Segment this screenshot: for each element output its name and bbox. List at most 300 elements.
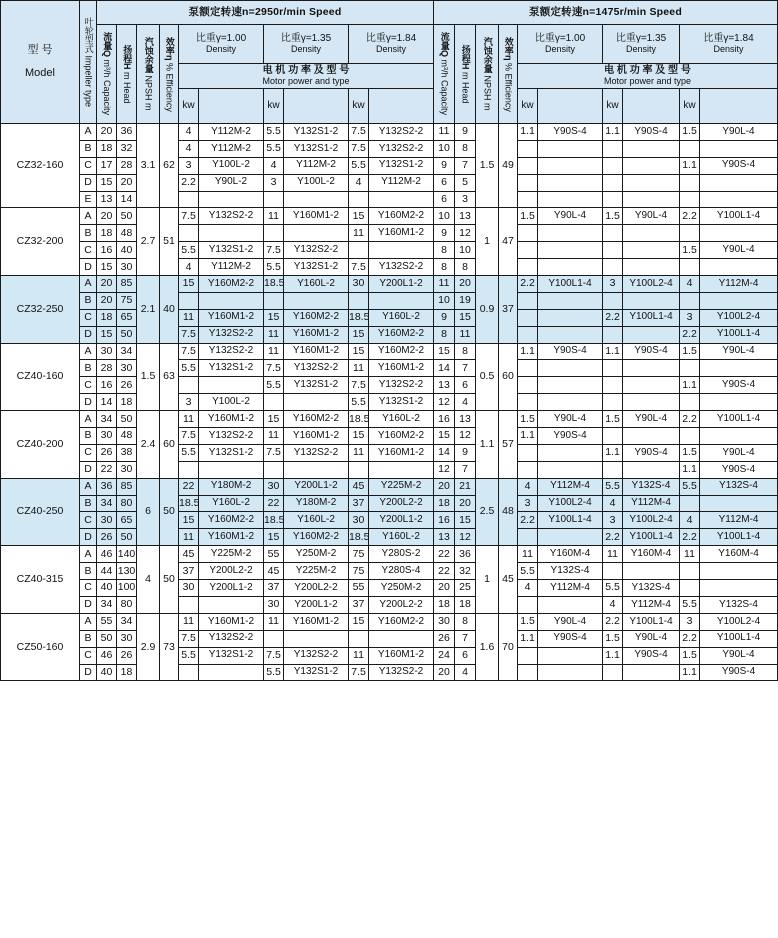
efficiency-cell: 70 [499,613,518,681]
table-row [1,309,778,326]
motor-type-cell: Y132S1-2 [284,377,349,394]
power-kw-cell [603,174,623,191]
power-kw-cell: 1.1 [518,630,538,647]
motor-type-cell: Y100L1-4 [700,630,778,647]
power-kw-cell [680,580,700,597]
motor-type-cell [538,242,603,259]
power-kw-cell [518,140,538,157]
power-kw-cell [680,360,700,377]
power-kw-cell: 5.5 [179,647,199,664]
power-kw-cell: 4 [603,596,623,613]
capacity-cell: 15 [97,174,117,191]
head-cell: 20 [455,276,476,293]
power-kw-cell: 5.5 [518,563,538,580]
density-en: Density [205,43,236,54]
table-row [1,208,778,225]
head-cell: 21 [455,478,476,495]
power-kw-cell: 11 [179,309,199,326]
capacity-cell: 30 [97,512,117,529]
power-kw-cell: 2.2 [518,512,538,529]
efficiency-cell: 63 [160,343,179,411]
power-kw-cell: 11 [603,546,623,563]
capacity-cell: 16 [97,242,117,259]
head-cell: 28 [117,157,137,174]
power-kw-cell [603,225,623,242]
motor-type-cell: Y112M-4 [538,580,603,597]
motor-header-left [179,64,434,89]
power-kw-cell [603,259,623,276]
table-row [1,191,778,208]
eff-cn: 效率η [503,36,514,61]
power-kw-cell [603,377,623,394]
density-en: Density [375,43,406,54]
motor-type-cell: Y132S2-2 [284,242,349,259]
motor-type-cell [538,664,603,681]
capacity-cell: 36 [97,478,117,495]
power-kw-cell: 3 [179,157,199,174]
power-kw-cell [179,596,199,613]
motor-type-cell: Y100L2-4 [623,276,680,293]
table-row [1,664,778,681]
motor-type-cell: Y132S2-2 [199,326,264,343]
head-cell: 15 [455,309,476,326]
power-kw-cell: 1.1 [518,343,538,360]
power-kw-cell [603,461,623,478]
impeller-type-cell: B [80,140,97,157]
capacity-cell: 22 [97,461,117,478]
npsh-cell: 3.1 [137,124,160,208]
power-kw-cell: 18.5 [264,512,284,529]
capacity-cell: 24 [434,647,455,664]
motor-type-cell [538,140,603,157]
motor-type-cell: Y200L1-2 [369,512,434,529]
capacity-cn: 流量Q [439,32,450,58]
capacity-cell: 46 [97,546,117,563]
power-kw-cell [349,461,369,478]
npsh-en: NPSH [143,75,154,101]
impeller-type-cell: C [80,512,97,529]
motor-type-cell: Y160M1-2 [199,309,264,326]
motor-type-cell: Y90L-4 [700,124,778,141]
power-kw-cell [349,191,369,208]
power-kw-cell: 15 [179,512,199,529]
table-row [1,259,778,276]
model-cell: CZ50-160 [1,613,80,681]
motor-type-cell: Y160L-2 [369,309,434,326]
motor-type-cell [284,191,349,208]
motor-type-cell: Y90S-4 [700,377,778,394]
npsh-cell: 1.6 [476,613,499,681]
eff-cn: 效率η [164,36,175,61]
impeller-type-cell: C [80,242,97,259]
npsh-unit: m [482,103,493,111]
power-kw-cell: 1.5 [603,208,623,225]
table-row [1,478,778,495]
motor-type-cell [538,647,603,664]
power-kw-cell: 11 [264,613,284,630]
motor-type-cell: Y132S2-2 [199,343,264,360]
motor-type-cell [700,394,778,411]
power-kw-cell: 5.5 [179,242,199,259]
kw-header: kw [680,89,700,124]
motor-type-cell [700,174,778,191]
motor-type-cell: Y132S-4 [700,478,778,495]
table-row [1,292,778,309]
motor-type-cell [623,326,680,343]
motor-type-header-empty [700,89,778,124]
motor-type-cell: Y160M1-2 [199,529,264,546]
npsh-cell: 2.4 [137,411,160,479]
impeller-type-cell: A [80,124,97,141]
capacity-cell: 16 [434,512,455,529]
table-row [1,276,778,293]
motor-type-cell: Y112M-4 [700,276,778,293]
speed-2950-header: 泵额定转速n=2950r/min Speed [97,1,434,25]
impeller-type-cell: C [80,377,97,394]
power-kw-cell: 2.2 [680,208,700,225]
capacity-cell: 15 [434,428,455,445]
head-unit: m [122,71,133,80]
power-kw-cell: 1.1 [680,377,700,394]
motor-type-cell [199,377,264,394]
capacity-unit: m³/h [439,60,450,78]
power-kw-cell: 2.2 [680,326,700,343]
npsh-cell: 0.9 [476,276,499,344]
head-cell: 15 [455,512,476,529]
power-kw-cell [680,428,700,445]
power-kw-cell: 1.1 [518,124,538,141]
power-kw-cell: 15 [349,613,369,630]
motor-type-cell [284,461,349,478]
motor-type-cell: Y160M2-2 [284,529,349,546]
power-kw-cell: 18.5 [179,495,199,512]
power-kw-cell [518,225,538,242]
capacity-cell: 17 [97,157,117,174]
capacity-cell: 11 [434,124,455,141]
capacity-unit: m³/h [102,60,113,78]
power-kw-cell [680,174,700,191]
eff-unit: % [164,62,175,71]
power-kw-cell: 5.5 [680,596,700,613]
power-kw-cell: 11 [680,546,700,563]
kw-header: kw [179,89,199,124]
table-row [1,140,778,157]
motor-type-cell: Y132S-4 [700,596,778,613]
head-cell: 80 [117,495,137,512]
head-cell: 40 [117,242,137,259]
head-cell: 3 [455,191,476,208]
head-cell: 130 [117,563,137,580]
head-cell: 11 [455,326,476,343]
motor-type-cell: Y132S2-2 [369,140,434,157]
motor-type-cell: Y200L1-2 [199,580,264,597]
capacity-cell: 44 [97,563,117,580]
power-kw-cell: 4 [179,124,199,141]
motor-type-cell [369,292,434,309]
impeller-type-cell: D [80,394,97,411]
head-cell: 48 [117,225,137,242]
power-kw-cell [518,174,538,191]
motor-type-cell: Y160M1-2 [284,208,349,225]
motor-type-cell: Y90L-2 [199,174,264,191]
head-cell: 18 [117,664,137,681]
motor-type-cell: Y90L-4 [700,343,778,360]
head-cn: 扬程H [122,44,133,70]
head-cell: 80 [117,596,137,613]
power-kw-cell [518,309,538,326]
capacity-cell: 20 [97,208,117,225]
power-kw-cell: 45 [349,478,369,495]
model-cell: CZ40-250 [1,478,80,546]
power-kw-cell: 15 [349,343,369,360]
motor-type-cell [538,444,603,461]
density-label: 比重γ=1.35 [615,33,667,45]
motor-type-cell: Y132S2-2 [369,377,434,394]
power-kw-cell [603,326,623,343]
motor-type-cell: Y160M2-2 [284,309,349,326]
efficiency-cell: 51 [160,208,179,276]
motor-type-cell [700,580,778,597]
impeller-type-cell: A [80,276,97,293]
power-kw-cell: 5.5 [264,259,284,276]
power-kw-cell [518,529,538,546]
motor-type-cell [538,191,603,208]
capacity-cell: 14 [434,360,455,377]
efficiency-cell: 48 [499,478,518,546]
motor-type-cell: Y132S2-2 [199,208,264,225]
head-en: Head [460,81,471,104]
impeller-header-cn: 叶轮型式 [83,16,94,53]
motor-type-cell: Y90L-4 [700,242,778,259]
power-kw-cell [603,360,623,377]
power-kw-cell: 4 [179,140,199,157]
kw-header: kw [603,89,623,124]
power-kw-cell: 37 [349,495,369,512]
motor-type-cell: Y160L-2 [369,529,434,546]
motor-type-cell: Y90S-4 [700,461,778,478]
motor-type-cell [623,174,680,191]
motor-type-cell: Y112M-4 [700,512,778,529]
power-kw-cell: 11 [179,411,199,428]
head-cell: 48 [117,428,137,445]
kw-header: kw [518,89,538,124]
motor-type-cell: Y132S2-2 [369,664,434,681]
motor-type-cell: Y132S1-2 [284,664,349,681]
power-kw-cell [518,326,538,343]
motor-type-cell [623,292,680,309]
impeller-type-cell: C [80,444,97,461]
power-kw-cell [603,664,623,681]
motor-type-cell [623,563,680,580]
impeller-type-cell: C [80,647,97,664]
motor-type-cell [538,360,603,377]
head-cell: 9 [455,444,476,461]
motor-type-cell: Y160M2-2 [199,276,264,293]
table-row [1,360,778,377]
head-cell: 65 [117,512,137,529]
capacity-cell: 10 [434,140,455,157]
head-cell: 18 [455,596,476,613]
motor-type-cell [369,461,434,478]
capacity-cn: 流量Q [102,32,113,58]
motor-type-cell: Y112M-4 [538,478,603,495]
power-kw-cell [680,394,700,411]
motor-type-cell [623,664,680,681]
power-kw-cell [518,444,538,461]
density-en: Density [290,43,321,54]
power-kw-cell: 1.5 [603,630,623,647]
power-kw-cell: 1.5 [680,343,700,360]
head-header-left [117,25,137,124]
impeller-type-cell: B [80,630,97,647]
power-kw-cell: 30 [349,512,369,529]
motor-type-cell [538,529,603,546]
power-kw-cell: 30 [179,580,199,597]
motor-type-cell: Y90L-4 [538,613,603,630]
motor-type-cell: Y132S-4 [623,580,680,597]
power-kw-cell: 5.5 [603,580,623,597]
head-cell: 7 [455,360,476,377]
head-cell: 20 [117,174,137,191]
motor-type-cell [538,157,603,174]
power-kw-cell [680,259,700,276]
motor-type-cell: Y160M-4 [538,546,603,563]
power-kw-cell: 55 [349,580,369,597]
power-kw-cell: 7.5 [264,242,284,259]
motor-type-cell: Y90S-4 [623,343,680,360]
power-kw-cell: 4 [349,174,369,191]
power-kw-cell: 4 [680,276,700,293]
motor-type-cell: Y90S-4 [700,664,778,681]
model-cell: CZ32-200 [1,208,80,276]
power-kw-cell [518,242,538,259]
motor-type-cell: Y160M1-2 [199,613,264,630]
head-header-right [455,25,476,124]
head-cell: 30 [117,259,137,276]
speed-header-row [1,1,778,25]
capacity-cell: 10 [434,292,455,309]
power-kw-cell [518,377,538,394]
npsh-cell: 2.9 [137,613,160,681]
power-kw-cell [518,647,538,664]
motor-type-cell [700,191,778,208]
power-kw-cell: 7.5 [349,259,369,276]
power-kw-cell: 5.5 [603,478,623,495]
motor-type-cell: Y200L1-2 [284,596,349,613]
motor-type-cell [284,225,349,242]
power-kw-cell: 3 [179,394,199,411]
table-row [1,495,778,512]
power-kw-cell: 1.5 [680,242,700,259]
power-kw-cell: 2.2 [603,529,623,546]
density-3-header-right [680,25,778,64]
capacity-cell: 20 [434,478,455,495]
capacity-cell: 15 [97,259,117,276]
motor-type-cell [623,225,680,242]
motor-type-cell: Y200L2-2 [199,563,264,580]
head-cell: 30 [117,630,137,647]
power-kw-cell [680,140,700,157]
power-kw-cell: 7.5 [349,124,369,141]
motor-type-cell [700,495,778,512]
motor-type-cell: Y90L-4 [538,208,603,225]
impeller-type-cell: D [80,664,97,681]
power-kw-cell: 7.5 [264,647,284,664]
capacity-cell: 8 [434,326,455,343]
head-cell: 36 [455,546,476,563]
power-kw-cell [349,292,369,309]
motor-type-cell [623,242,680,259]
impeller-type-cell: A [80,613,97,630]
table-row [1,377,778,394]
power-kw-cell: 18.5 [349,411,369,428]
power-kw-cell [179,225,199,242]
model-cell: CZ40-200 [1,411,80,479]
power-kw-cell: 11 [179,529,199,546]
impeller-type-cell: A [80,546,97,563]
table-row [1,529,778,546]
motor-type-cell: Y250M-2 [284,546,349,563]
motor-type-cell: Y112M-4 [623,495,680,512]
efficiency-cell: 37 [499,276,518,344]
power-kw-cell: 5.5 [264,140,284,157]
table-row [1,563,778,580]
head-cell: 18 [117,394,137,411]
npsh-cell: 2.7 [137,208,160,276]
impeller-type-cell: D [80,461,97,478]
power-kw-cell: 4 [518,478,538,495]
head-cell: 50 [117,326,137,343]
kw-header: kw [349,89,369,124]
power-kw-cell: 3 [603,276,623,293]
motor-type-cell: Y160M2-2 [369,208,434,225]
power-kw-cell: 2.2 [518,276,538,293]
motor-type-cell: Y132S2-2 [369,124,434,141]
power-kw-cell: 1.5 [518,208,538,225]
motor-type-cell: Y160M2-2 [369,613,434,630]
capacity-en: Capacity [439,80,450,116]
impeller-type-cell: C [80,580,97,597]
motor-type-cell: Y180M-2 [284,495,349,512]
power-kw-cell: 15 [264,309,284,326]
capacity-cell: 28 [97,360,117,377]
capacity-cell: 22 [434,563,455,580]
power-kw-cell [179,377,199,394]
motor-type-cell: Y160M1-2 [284,326,349,343]
model-cell: CZ40-160 [1,343,80,411]
head-cell: 140 [117,546,137,563]
density-label: 比重γ=1.84 [703,33,754,45]
capacity-cell: 20 [97,124,117,141]
motor-type-cell: Y100L-2 [284,174,349,191]
head-cn: 扬程H [460,44,471,70]
motor-type-cell: Y225M-2 [284,563,349,580]
power-kw-cell: 7.5 [349,664,369,681]
motor-type-cell: Y160M1-2 [369,647,434,664]
power-kw-cell: 1.5 [518,411,538,428]
power-kw-cell [518,596,538,613]
capacity-cell: 6 [434,174,455,191]
power-kw-cell: 5.5 [349,157,369,174]
power-kw-cell: 2.2 [680,529,700,546]
motor-type-cell [369,630,434,647]
motor-type-header-empty [538,89,603,124]
motor-type-cell: Y100L1-4 [623,529,680,546]
motor-type-cell [284,394,349,411]
power-kw-cell: 1.5 [518,613,538,630]
power-kw-cell [518,461,538,478]
motor-type-cell: Y225M-2 [199,546,264,563]
